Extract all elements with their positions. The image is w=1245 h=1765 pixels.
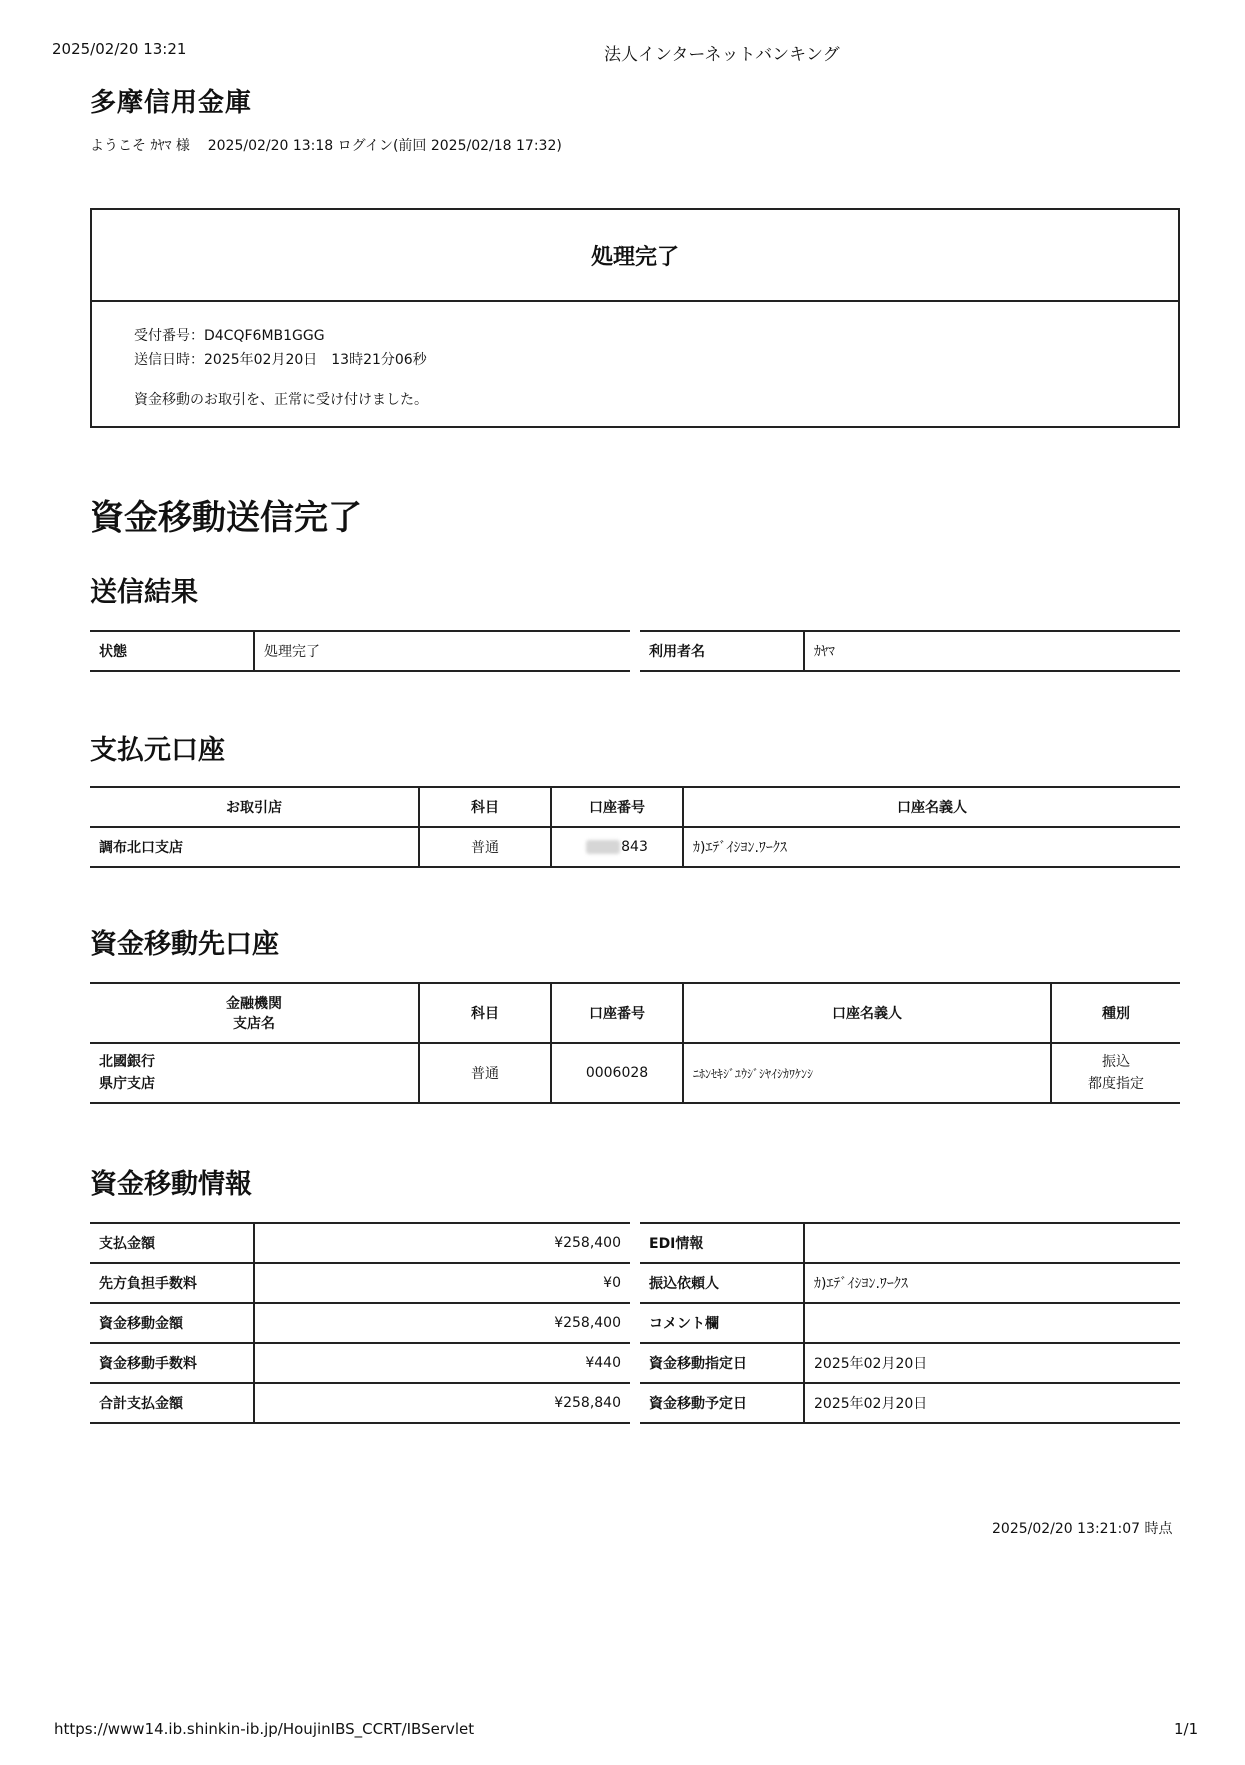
table-row <box>90 1223 630 1263</box>
table-row <box>640 1383 1180 1423</box>
send-result-left <box>90 630 630 672</box>
print-datetime: 2025/02/20 13:21 <box>52 40 187 58</box>
col-account: 口座番号 <box>551 787 683 827</box>
user-value: ｶﾔﾏ <box>804 631 1180 671</box>
dest-type-line2: 都度指定 <box>1088 1076 1144 1092</box>
dest-account-number: 0006028 <box>551 1043 683 1103</box>
info-value: ¥258,400 <box>254 1223 630 1263</box>
info-value: ¥258,400 <box>254 1303 630 1343</box>
col-subject: 科目 <box>419 787 551 827</box>
dest-subject: 普通 <box>419 1043 551 1103</box>
table-row <box>90 1343 630 1383</box>
user-kana: ｶﾔﾏ <box>150 138 172 154</box>
info-label: 合計支払金額 <box>90 1383 254 1423</box>
info-value: ¥0 <box>254 1263 630 1303</box>
source-account-table <box>90 786 1180 868</box>
user-label: 利用者名 <box>640 631 804 671</box>
col-bank-branch <box>90 983 419 1043</box>
welcome-prefix: ようこそ <box>90 138 146 154</box>
col-branch: お取引店 <box>90 787 419 827</box>
table-row <box>90 1383 630 1423</box>
source-subject: 普通 <box>419 827 551 867</box>
table-row <box>640 1303 1180 1343</box>
info-value: 2025年02月20日 <box>804 1343 1180 1383</box>
source-account-heading: 支払元口座 <box>90 735 225 766</box>
info-label: 振込依頼人 <box>640 1263 804 1303</box>
bank-name: 多摩信用金庫 <box>90 88 253 118</box>
dest-type-line1: 振込 <box>1102 1054 1130 1070</box>
transfer-info-heading: 資金移動情報 <box>90 1169 252 1200</box>
dest-type <box>1051 1043 1180 1103</box>
info-label: 資金移動指定日 <box>640 1343 804 1383</box>
info-label: EDI情報 <box>640 1223 804 1263</box>
welcome-line <box>90 135 562 155</box>
dest-bank-branch <box>90 1043 419 1103</box>
table-row <box>640 1343 1180 1383</box>
info-label: 資金移動金額 <box>90 1303 254 1343</box>
table-row <box>90 1303 630 1343</box>
status-box <box>90 208 1180 428</box>
info-label: 資金移動手数料 <box>90 1343 254 1383</box>
login-info: 2025/02/20 13:18 ログイン(前回 2025/02/18 17:32) <box>207 138 562 154</box>
info-label: 資金移動予定日 <box>640 1383 804 1423</box>
table-row <box>640 1263 1180 1303</box>
info-value <box>804 1223 1180 1263</box>
status-label: 状態 <box>90 631 254 671</box>
col-holder: 口座名義人 <box>683 787 1180 827</box>
masked-digits <box>586 840 620 854</box>
col-subject: 科目 <box>419 983 551 1043</box>
page-url: https://www14.ib.shinkin-ib.jp/HoujinIBS_CCRT/IBServlet <box>54 1720 475 1738</box>
info-value: ｶ)ｴﾃﾞｲｼﾖﾝ.ﾜｰｸｽ <box>804 1263 1180 1303</box>
col-holder: 口座名義人 <box>683 983 1051 1043</box>
table-row <box>640 1223 1180 1263</box>
send-result-right <box>640 630 1180 672</box>
dest-holder: ﾆﾎﾝｾｷｼﾞﾕｳｼﾞｼﾔｲｼｶﾜｹﾝｼ <box>683 1043 1051 1103</box>
col-bank: 金融機関 <box>226 996 282 1012</box>
send-result-heading: 送信結果 <box>90 577 198 608</box>
transfer-info-right <box>640 1222 1180 1424</box>
source-holder: ｶ)ｴﾃﾞｲｼﾖﾝ.ﾜｰｸｽ <box>683 827 1180 867</box>
dest-account-table <box>90 982 1180 1104</box>
dest-account-heading: 資金移動先口座 <box>90 929 279 960</box>
info-label: コメント欄 <box>640 1303 804 1343</box>
source-account-number <box>551 827 683 867</box>
col-account: 口座番号 <box>551 983 683 1043</box>
page-number: 1/1 <box>1174 1720 1199 1738</box>
info-value: ¥258,840 <box>254 1383 630 1423</box>
dest-branch: 県庁支店 <box>99 1076 155 1092</box>
info-value <box>804 1303 1180 1343</box>
status-value: 処理完了 <box>254 631 630 671</box>
dest-bank: 北國銀行 <box>99 1054 155 1070</box>
receipt-number: 受付番号：D4CQF6MB1GGG <box>134 328 325 344</box>
as-of-timestamp: 2025/02/20 13:21:07 時点 <box>992 1521 1173 1537</box>
print-title: 法人インターネットバンキング <box>604 45 840 65</box>
col-branch-name: 支店名 <box>233 1016 275 1032</box>
status-title: 処理完了 <box>92 210 1178 302</box>
table-row <box>90 1043 1180 1103</box>
table-row <box>90 1263 630 1303</box>
status-message: 資金移動のお取引を、正常に受け付けました。 <box>134 392 428 408</box>
welcome-suffix: 様 <box>175 138 190 154</box>
sent-datetime: 送信日時：2025年02月20日 13時21分06秒 <box>134 352 427 368</box>
info-label: 先方負担手数料 <box>90 1263 254 1303</box>
source-branch: 調布北口支店 <box>90 827 419 867</box>
page-title: 資金移動送信完了 <box>90 498 362 538</box>
account-suffix: 843 <box>621 839 648 855</box>
info-value: 2025年02月20日 <box>804 1383 1180 1423</box>
info-value: ¥440 <box>254 1343 630 1383</box>
table-row <box>90 827 1180 867</box>
col-type: 種別 <box>1051 983 1180 1043</box>
info-label: 支払金額 <box>90 1223 254 1263</box>
transfer-info-left <box>90 1222 630 1424</box>
